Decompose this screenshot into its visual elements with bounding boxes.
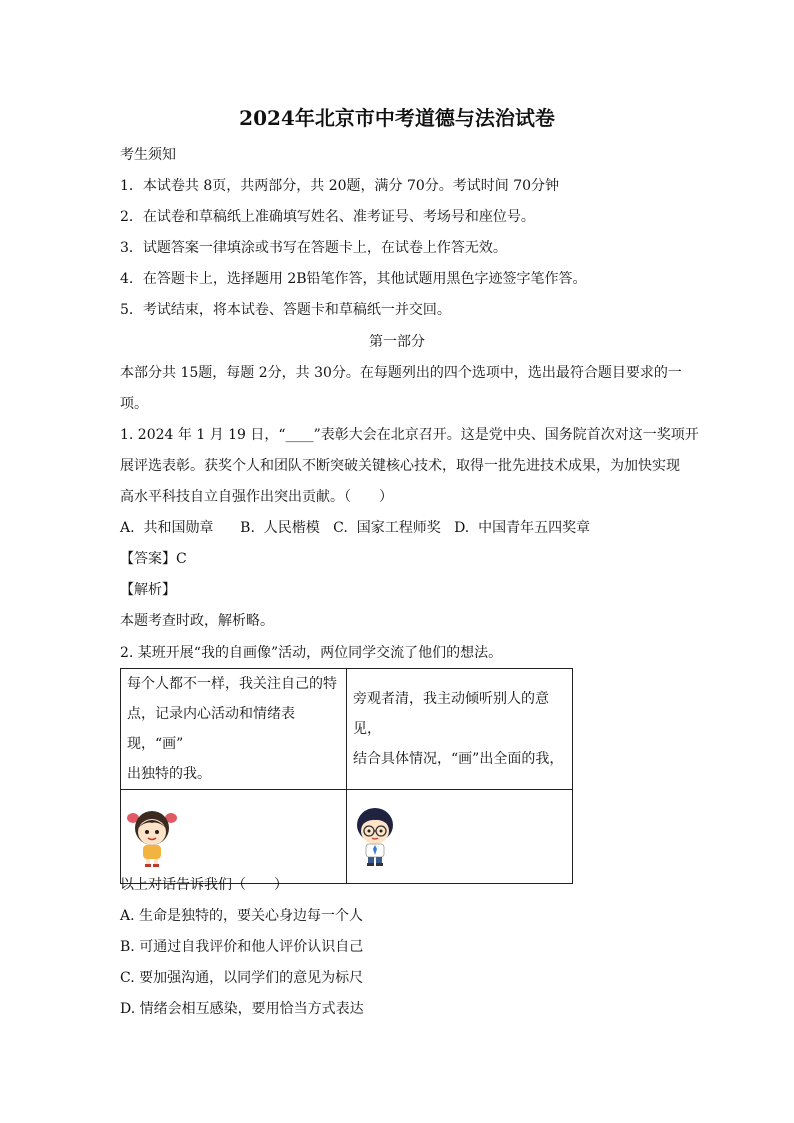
question-1-analysis-label: 【解析】 bbox=[120, 582, 176, 598]
part-intro: 项。 bbox=[120, 396, 148, 412]
boy-shoe-right bbox=[376, 863, 383, 866]
question-1-stem: 展评选表彰。获奖个人和团队不断突破关键核心技术，取得一批先进技术成果，为加快实现 bbox=[120, 458, 680, 474]
girl-picture-cell bbox=[121, 790, 347, 884]
boy-eye-left bbox=[368, 829, 371, 832]
girl-dialogue-cell bbox=[121, 669, 347, 790]
question-1-analysis: 本题考查时政，解析略。 bbox=[120, 613, 274, 629]
part-intro: 本部分共 15题，每题 2分，共 30分。在每题列出的四个选项中，选出最符合题目要求的一 bbox=[120, 365, 682, 381]
notice-item: 5．考试结束，将本试卷、答题卡和草稿纸一并交回。 bbox=[120, 302, 451, 318]
question-1-options: A. 共和国勋章 B. 人民楷模 C. 国家工程师奖 D. 中国青年五四奖章 bbox=[120, 520, 591, 536]
girl-eye-left bbox=[145, 830, 149, 834]
page-title: 2024年北京市中考道德与法治试卷 bbox=[239, 106, 555, 130]
girl-shirt bbox=[143, 845, 161, 859]
question-2-option: D. 情绪会相互感染，要用恰当方式表达 bbox=[120, 1001, 364, 1017]
question-2-option: A. 生命是独特的，要关心身边每一个人 bbox=[120, 908, 364, 924]
question-2-option: C. 要加强沟通，以同学们的意见为标尺 bbox=[120, 970, 364, 986]
girl-eye-right bbox=[155, 830, 159, 834]
question-1-stem: 1. 2024 年 1 月 19 日，“____”表彰大会在北京召开。这是党中央、国务院首次对这一奖项开 bbox=[120, 427, 699, 443]
boy-cartoon-icon bbox=[353, 805, 397, 869]
boy-shoe-left bbox=[367, 863, 374, 866]
boy-dialogue-text: 旁观者清，我主动倾听别人的意见， 结合具体情况，“画”出全面的我， bbox=[353, 691, 564, 767]
question-2-option: B. 可通过自我评价和他人评价认识自己 bbox=[120, 939, 364, 955]
boy-eye-right bbox=[380, 829, 383, 832]
notice-item: 4．在答题卡上，选择题用 2B铅笔作答，其他试题用黑色字迹签字笔作答。 bbox=[120, 271, 587, 287]
boy-leg-right bbox=[376, 857, 382, 863]
boy-leg-left bbox=[368, 857, 374, 863]
question-2-prompt: 以上对话告诉我们（ ） bbox=[120, 877, 288, 893]
girl-shoe-right bbox=[153, 864, 159, 867]
notice-heading: 考生须知 bbox=[120, 147, 176, 163]
dialogue-table bbox=[120, 668, 573, 884]
part-heading: 第一部分 bbox=[369, 334, 425, 350]
boy-picture-cell bbox=[347, 790, 573, 884]
notice-item: 3．试题答案一律填涂或书写在答题卡上，在试卷上作答无效。 bbox=[120, 240, 507, 256]
boy-dialogue-cell bbox=[347, 669, 573, 790]
question-2-stem: 2. 某班开展“我的自画像”活动，两位同学交流了他们的想法。 bbox=[120, 645, 503, 661]
notice-item: 1．本试卷共 8页，共两部分，共 20题，满分 70分。考试时间 70分钟 bbox=[120, 178, 560, 194]
notice-item: 2．在试卷和草稿纸上准确填写姓名、准考证号、考场号和座位号。 bbox=[120, 209, 535, 225]
question-1-stem: 高水平科技自立自强作出突出贡献。（ ） bbox=[120, 489, 393, 505]
question-1-answer: 【答案】C bbox=[120, 551, 187, 567]
girl-shoe-left bbox=[145, 864, 151, 867]
girl-dialogue-text: 每个人都不一样，我关注自己的特 点，记录内心活动和情绪表现，“画” 出独特的我。 bbox=[127, 676, 337, 782]
girl-cartoon-icon bbox=[127, 804, 177, 870]
